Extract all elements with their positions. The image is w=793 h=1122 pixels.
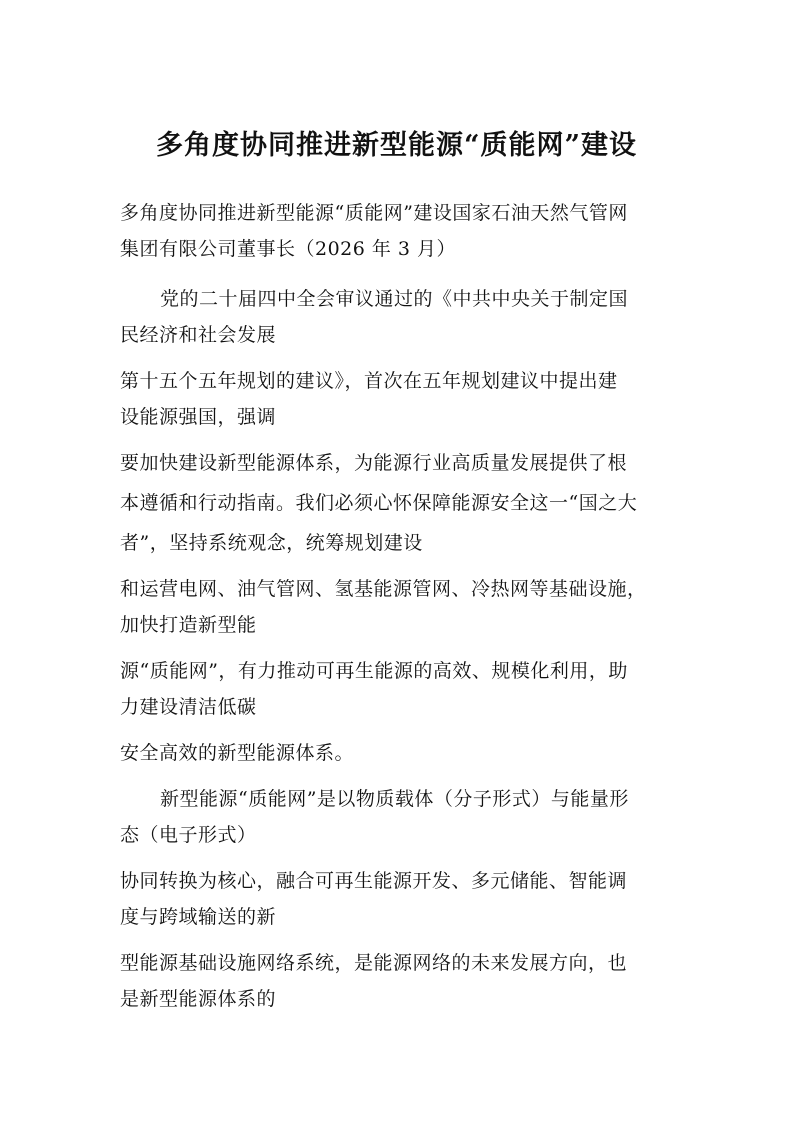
body-line: 本遵循和行动指南。我们必须心怀保障能源安全这一“国之大 xyxy=(120,492,638,514)
body-line: 型能源基础设施网络系统，是能源网络的未来发展方向，也 xyxy=(120,952,628,974)
paragraph-first-line: 党的二十届四中全会审议通过的《中共中央关于制定国 xyxy=(160,288,629,310)
body-line: 要加快建设新型能源体系，为能源行业高质量发展提供了根 xyxy=(120,452,628,474)
body-line: 加快打造新型能 xyxy=(120,614,257,636)
body-line: 设能源强国，强调 xyxy=(120,406,277,428)
body-line: 度与跨域输送的新 xyxy=(120,906,277,928)
body-line: 是新型能源体系的 xyxy=(120,988,277,1010)
document-title: 多角度协同推进新型能源“质能网”建设 xyxy=(155,130,638,161)
body-line: 多角度协同推进新型能源“质能网”建设国家石油天然气管网 xyxy=(120,202,628,224)
body-line: 力建设清洁低碳 xyxy=(120,696,257,718)
body-line: 民经济和社会发展 xyxy=(120,324,277,346)
paragraph-first-line: 新型能源“质能网”是以物质载体（分子形式）与能量形 xyxy=(160,788,629,810)
body-line: 源“质能网”，有力推动可再生能源的高效、规模化利用，助 xyxy=(120,660,628,682)
body-line: 者”，坚持系统观念，统筹规划建设 xyxy=(120,532,423,554)
body-line: 安全高效的新型能源体系。 xyxy=(120,742,355,764)
body-line: 态（电子形式） xyxy=(120,824,257,846)
body-line: 协同转换为核心，融合可再生能源开发、多元储能、智能调 xyxy=(120,870,628,892)
body-line: 第十五个五年规划的建议》，首次在五年规划建议中提出建 xyxy=(120,370,618,392)
body-line: 集团有限公司董事长（2026 年 3 月） xyxy=(120,238,457,260)
body-line: 和运营电网、油气管网、氢基能源管网、冷热网等基础设施， xyxy=(120,578,647,600)
